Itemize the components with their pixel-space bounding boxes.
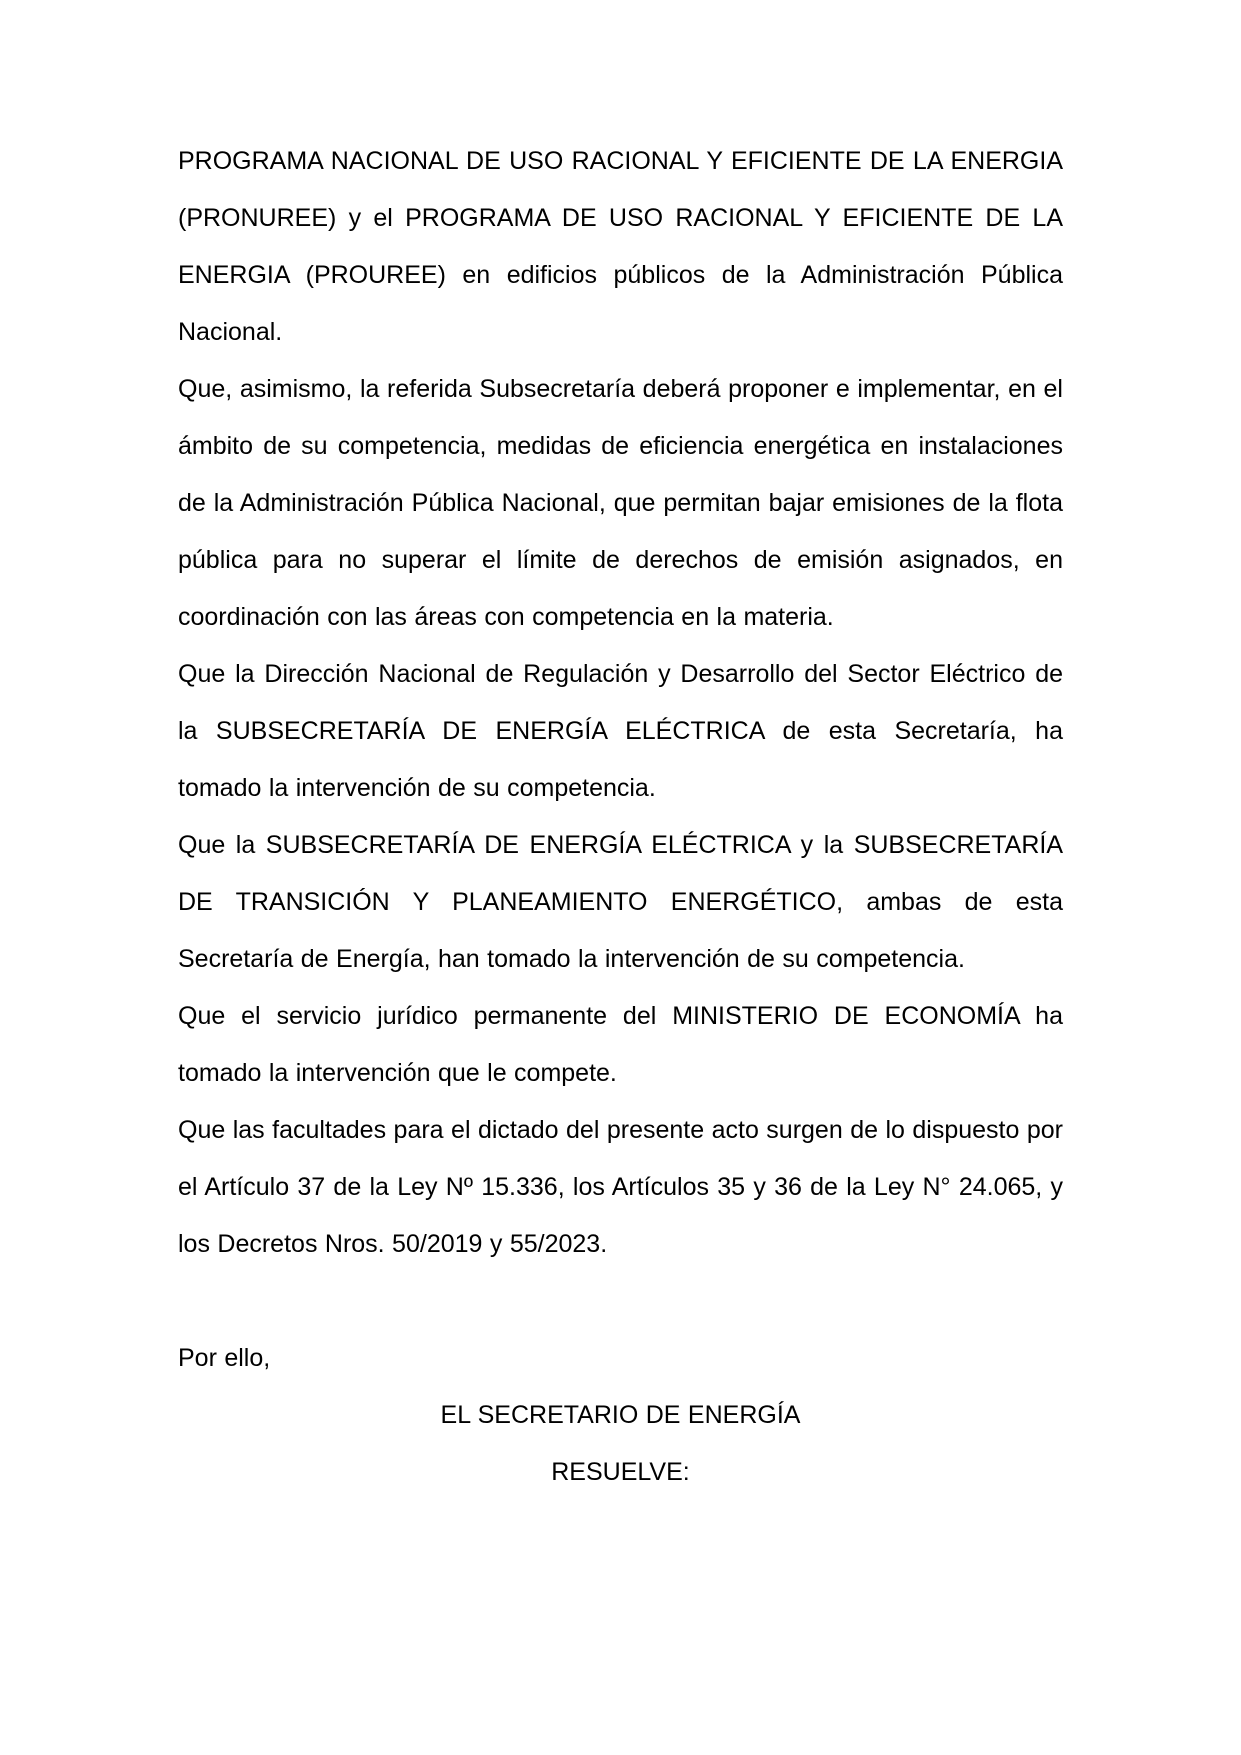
paragraph-direccion-nacional-regulacion: Que la Dirección Nacional de Regulación y Desarrollo del Sector Eléctrico de la SUBSECRETARÍA DE ENERGÍA ELÉCTRICA de esta Secretaría, ha tomado la intervención de su competencia. <box>178 660 1063 802</box>
paragraph-programs-pronuree-prouree: PROGRAMA NACIONAL DE USO RACIONAL Y EFICIENTE DE LA ENERGIA (PRONUREE) y el PROGRAMA DE USO RACIONAL Y EFICIENTE DE LA ENERGIA (PROUREE) en edificios públicos de la Administración Pública Nacional. <box>178 147 1063 346</box>
line-por-ello: Por ello, <box>178 1344 271 1372</box>
paragraph-subsecretaria-medidas-eficiencia: Que, asimismo, la referida Subsecretaría deberá proponer e implementar, en el ámbito de su competencia, medidas de eficiencia energética en instalaciones de la Administración Pública Nacional, que permitan bajar emisiones de la flota pública para no superar el límite de derechos de emisión asignados, en coordinación con las áreas con competencia en la materia. <box>178 375 1063 631</box>
paragraph-subsecretarias-intervencion: Que la SUBSECRETARÍA DE ENERGÍA ELÉCTRICA y la SUBSECRETARÍA DE TRANSICIÓN Y PLANEAMIENTO ENERGÉTICO, ambas de esta Secretaría de Energía, han tomado la intervención de su competencia. <box>178 831 1063 973</box>
line-resuelve: RESUELVE: <box>551 1458 690 1486</box>
line-authority-secretario-de-energia: EL SECRETARIO DE ENERGÍA <box>440 1401 801 1429</box>
paragraph-servicio-juridico: Que el servicio jurídico permanente del MINISTERIO DE ECONOMÍA ha tomado la intervención que le compete. <box>178 1002 1063 1087</box>
paragraph-facultades-leyes-decretos: Que las facultades para el dictado del presente acto surgen de lo dispuesto por el Artículo 37 de la Ley Nº 15.336, los Artículos 35 y 36 de la Ley N° 24.065, y los Decretos Nros. 50/2019 y 55/2023. <box>178 1116 1063 1258</box>
